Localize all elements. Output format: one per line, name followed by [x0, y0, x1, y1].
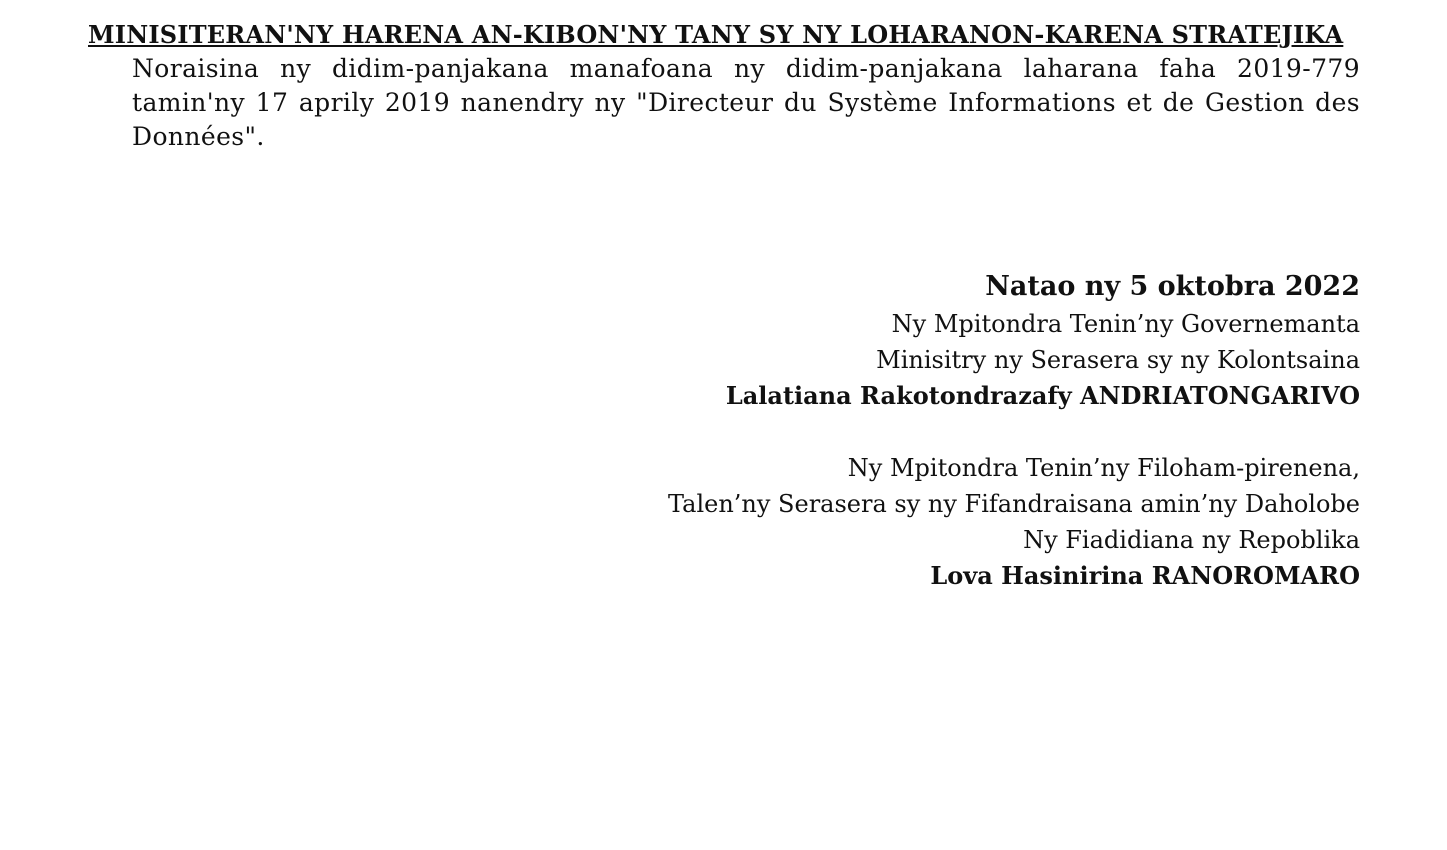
signer2-org: Ny Fiadidiana ny Repoblika — [1023, 526, 1360, 554]
decree-paragraph: Noraisina ny didim-panjakana manafoana ny didim-panjakana laharana faha 2019-779 tamin'ny 17 aprily 2019 nanendry ny "Directeur du Système Informations et de Gestion des Données". — [132, 54, 1360, 151]
signature-block — [668, 268, 1360, 594]
signer2-title: Talen’ny Serasera sy ny Fifandraisana amin’ny Daholobe — [667, 490, 1360, 518]
signer2-role: Ny Mpitondra Tenin’ny Filoham-pirenena, — [847, 454, 1360, 482]
signer1-name: Lalatiana Rakotondrazafy ANDRIATONGARIVO — [725, 381, 1360, 410]
document-page — [88, 18, 1360, 154]
signature-date: Natao ny 5 oktobra 2022 — [985, 271, 1360, 302]
signer2-name: Lova Hasinirina RANOROMARO — [930, 561, 1360, 590]
ministry-heading: MINISITERAN'NY HARENA AN-KIBON'NY TANY SY NY LOHARANON-KARENA STRATEJIKA — [88, 20, 1344, 49]
signer1-role: Ny Mpitondra Tenin’ny Governemanta — [891, 310, 1360, 338]
signer1-title: Minisitry ny Serasera sy ny Kolontsaina — [876, 346, 1360, 374]
signature-spacer — [668, 414, 1360, 450]
